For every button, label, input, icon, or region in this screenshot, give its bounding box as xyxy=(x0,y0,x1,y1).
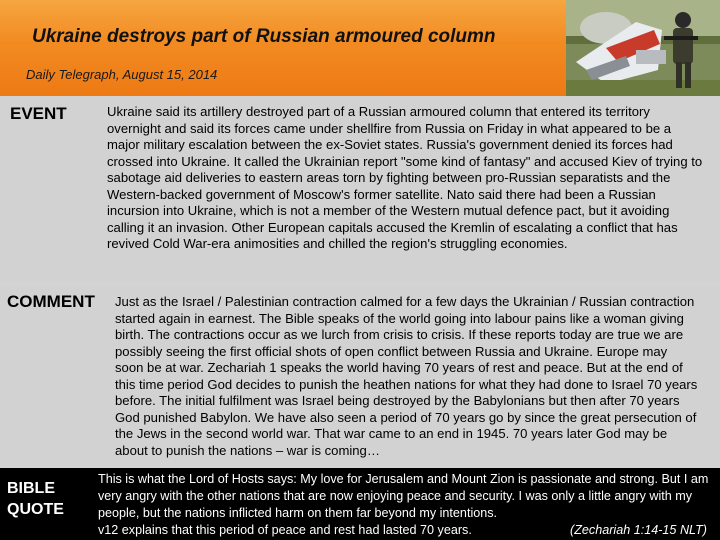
comment-text: Just as the Israel / Palestinian contraction calmed for a few days the Ukrainian / Russian contraction started again in earnest. The Bible speaks of the world going into labour pains like a woman giving birth. The contractions occur as we lurch from crisis to crisis. If these reports today are true we are possibly seeing the first official shots of open conflict between Russia and Ukraine. Europe may soon be at war. Zechariah 1 speaks the world having 70 years of rest and peace. But at the end of this time period God decides to punish the heathen nations for what they had done to Israel 70 years before. The initial fulfilment was Israel being destroyed by the Babylonians but then after 70 years God punished Babylon. We have also seen a period of 70 years go by since the great persecution of the Jews in the second world war. That war came to an end in 1945. 70 years later God may be about to punish the nations – war is coming… xyxy=(115,294,698,458)
bible-reference: (Zechariah 1:14-15 NLT) xyxy=(570,523,707,537)
page-title: Ukraine destroys part of Russian armoured column xyxy=(32,26,496,47)
bible-note: v12 explains that this period of peace and rest had lasted 70 years. xyxy=(98,523,472,537)
event-label: EVENT xyxy=(10,104,67,123)
crash-wreckage-photo xyxy=(566,0,720,96)
source-line: Daily Telegraph, August 15, 2014 xyxy=(26,67,218,82)
bible-quote-text xyxy=(98,471,713,539)
comment-label: COMMENT xyxy=(7,292,95,311)
bible-quote-label: BIBLE QUOTE xyxy=(7,480,64,518)
bible-quote-body: This is what the Lord of Hosts says: My love for Jerusalem and Mount Zion is passionate and strong. But I am very angry with the other nations that are now enjoying peace and security. I was only a little angry with my people, but the nations inflicted harm on them far beyond my intentions. xyxy=(98,472,709,520)
event-text: Ukraine said its artillery destroyed part of a Russian armoured column that entered its territory overnight and said its forces came under shellfire from Russia on Friday in what appeared to be a major military escalation between the ex-Soviet states. Russia's government denied its forces had crossed into Ukraine. It called the Ukrainian report "some kind of fantasy" and accused Kiev of trying to sabotage aid deliveries to eastern areas torn by fighting between pro-Russian separatists and the Western-backed government of Moscow's former satellite. Nato said there had been a Russian incursion into Ukraine, which is not a member of the Western mutual defence pact, but it avoiding calling it an invasion. Other European capitals accused the Kremlin of escalating a conflict that has revived Cold War-era animosities and chilled the region's struggling economies. xyxy=(107,104,703,251)
header-banner xyxy=(0,0,720,96)
event-section xyxy=(0,96,720,282)
comment-section xyxy=(0,286,720,466)
bible-quote-section xyxy=(0,468,720,540)
